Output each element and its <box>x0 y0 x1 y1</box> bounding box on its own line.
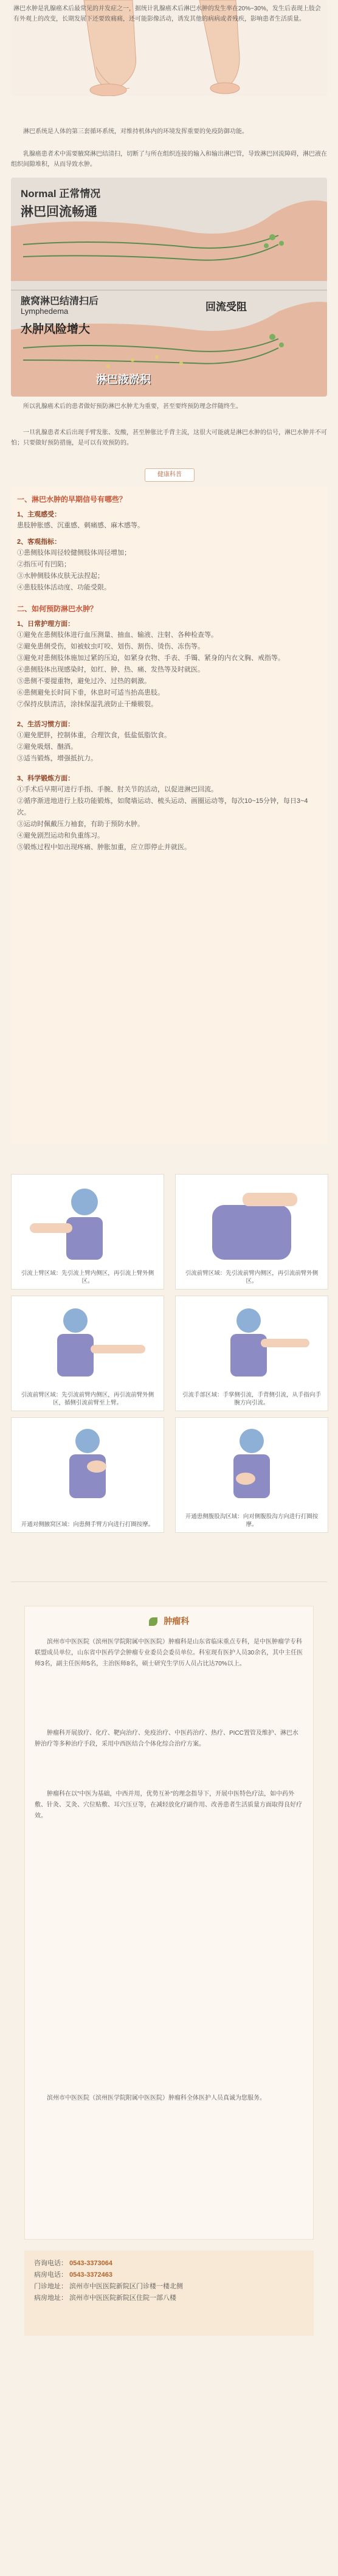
intro-paragraph-visible <box>13 4 325 24</box>
list-item: ①手术后早期可进行手指、手腕、肘关节的活动，以促进淋巴回流。 <box>17 786 218 793</box>
flow-blocked-label: 回流受阻 <box>205 301 247 313</box>
exercise-card <box>11 1296 164 1411</box>
list-item: ②避免吸烟、酗酒。 <box>17 743 77 751</box>
exercise-card <box>175 1417 328 1533</box>
exercise-card <box>175 1174 328 1290</box>
list-item: ③适当锻炼，增强抵抗力。 <box>17 755 97 762</box>
q2-s1-title: 1、日常护理方面： <box>17 620 75 628</box>
q2-s3-title: 3、科学锻炼方面： <box>17 775 75 782</box>
contact-section <box>24 2251 314 2336</box>
exercise-caption: 引流前臂区域：先引流前臂内侧区，再引流前臂外侧区，循侧引流前臂至上臂。 <box>21 1392 154 1406</box>
massage-illustration <box>176 1296 328 1381</box>
q2-s2-title: 2、生活习惯方面： <box>17 721 75 728</box>
list-item: ④患侧肢体出现感染时，如红、肿、热、痛、发热等及时就医。 <box>17 666 204 673</box>
lymph-diagram <box>11 178 327 397</box>
lymphedema-label: Lymphedema <box>21 307 69 316</box>
address-row <box>34 2281 304 2293</box>
phone-row-1 <box>34 2258 304 2269</box>
phone2-value[interactable]: 0543-3372463 <box>69 2271 113 2279</box>
phone-row-2 <box>34 2269 304 2281</box>
content-card <box>11 487 327 1144</box>
q1-s1-title: 1、主观感受： <box>17 511 61 518</box>
after-dissection-label: 腋窝淋巴结清扫后 <box>21 296 99 307</box>
list-item: ④患肢肢体活动度、功能受限。 <box>17 584 111 591</box>
department-p2: 肿瘤科开展放疗、化疗、靶向治疗、免疫治疗、中医药治疗、热疗、PICC置管及维护、淋巴水肿治疗等多种治疗手段，采用中西医结合个体化综合治疗方案。 <box>35 1730 298 1748</box>
risk-increase-label: 水肿风险增大 <box>21 323 91 336</box>
q2-s3-list <box>17 784 321 853</box>
q2-s2-list <box>17 730 321 765</box>
list-item: ①患侧肢体周径较健侧肢体周径增加； <box>17 549 131 557</box>
health-tab[interactable] <box>145 468 195 482</box>
list-item: ①避免肥胖，控制体重，合理饮食，低盐低脂饮食。 <box>17 732 171 739</box>
q2-title: 二、如何预防淋巴水肿？ <box>17 605 98 613</box>
intro-text: 淋巴水肿是乳腺癌术后最常见的并发症之一，据统计乳腺癌术后淋巴水肿的发生率在20%~30%，发生后表现上肢会有外观上的改变，长期发展下还要致痛痛，还可能影像活动，诱发其他的病病或者残疾，影响患者生活质量。 <box>13 5 321 23</box>
q1-title: 一、淋巴水肿的早期信号有哪些？ <box>17 495 127 504</box>
list-item: ③避免对患侧肢体施加过紧的压迫，如紧身衣物、手表、手镯、紧身的内衣文胸、戒指等。 <box>17 654 285 662</box>
ward-value: 滨州市中医医院新院区住院一部八楼 <box>69 2294 177 2302</box>
list-item: ③水肿侧肢体皮肤无法捏起； <box>17 572 104 580</box>
flow-smooth-label: 淋巴回流畅通 <box>21 205 97 219</box>
list-item: ③运动时佩戴压力袖套，有助于预防水肿。 <box>17 821 144 828</box>
list-item: ①避免在患侧肢体进行血压测量、抽血、输液、注射、各种检查等。 <box>17 631 218 639</box>
risk-p1: 所以乳腺癌术后的患者做好预防淋巴水肿尤为重要，甚至要终预防理念伴随终生。 <box>23 403 242 410</box>
department-p4: 滨州市中医医院（滨州医学院附属中医医院）肿瘤科全体医护人员真诚为您服务。 <box>47 2095 266 2102</box>
exercise-card <box>11 1417 164 1533</box>
exercise-caption: 引流前臂区域：先引流前臂内侧区，再引流前臂外侧区。 <box>185 1270 319 1285</box>
exercise-card <box>175 1296 328 1411</box>
massage-illustration <box>176 1418 328 1503</box>
leaf-icon <box>149 1617 157 1626</box>
q1-s2-title: 2、客观指标： <box>17 538 61 546</box>
massage-illustration <box>12 1418 164 1503</box>
normal-label: Normal 正常情况 <box>21 188 101 200</box>
exercise-grid <box>11 1174 327 1539</box>
list-item: ④避免剧烈运动和负重练习。 <box>17 832 104 839</box>
address-value: 滨州市中医医院新院区门诊楼一楼北侧 <box>69 2283 184 2290</box>
massage-illustration <box>176 1175 328 1260</box>
list-item: ②避免患侧受伤，如被蚊虫叮咬、划伤、割伤、烫伤、冻伤等。 <box>17 643 204 650</box>
exercise-card <box>11 1174 164 1290</box>
address-label: 门诊地址： <box>34 2283 67 2290</box>
exercise-caption: 开通患侧腹股沟区域：向对侧腹股沟方向进行打圈按摩。 <box>185 1513 319 1528</box>
exercise-caption: 引流手部区域：手掌侧引流，手背侧引流，从手指向手腕方向引流。 <box>182 1392 321 1406</box>
q1-s2-list <box>17 547 321 594</box>
health-tab-label: 健康科普 <box>157 471 182 478</box>
list-item: ②循序渐进地进行上肢功能锻炼，如爬墙运动、梳头运动、画圈运动等，每次10~15分钟，每日3~4次。 <box>17 797 308 816</box>
department-p1: 滨州市中医医院（滨州医学院附属中医医院）肿瘤科是山东省临床重点专科，是中医肿瘤学专科联盟成员单位，山东省中医药学会肿瘤专业委员会委员单位。科室现有医护人员30余名，其中主任医师3名，副主任医师5名，主治医师8名，硕士研究生学历人员占比达70%以上。 <box>35 1639 303 1667</box>
department-section <box>24 1606 314 2240</box>
department-p3: 肿瘤科在以"中医为基础，中西并用，优势互补"的理念指导下，开展中医特色疗法，如中药外敷、针灸、艾灸、穴位贴敷、耳穴压豆等，在减轻放化疗副作用、改善患者生活质量方面取得良好疗效。 <box>35 1791 302 1819</box>
exercise-caption: 开通对侧腋窝区域：向患侧手臂方向进行打圈按摩。 <box>21 1521 154 1528</box>
q1-s1-text: 患肢肿胀感、沉重感、刺痛感、麻木感等。 <box>17 522 144 529</box>
list-item: ⑥患侧避免长时间下垂，休息时可适当抬高患肢。 <box>17 689 164 696</box>
list-item: ⑦保持皮肤清洁，涂抹保湿乳液防止干燥皲裂。 <box>17 701 157 708</box>
divider <box>11 1581 327 1582</box>
risk-p2: 一旦乳腺患者术后出现手臂发胀、发酸，甚至肿胀比手背主流，这很大可能就是淋巴水肿的信号，淋巴水肿并不可怕；只要做好预防措施，是可以有效预防的。 <box>11 429 327 446</box>
department-name: 肿瘤科 <box>164 1616 190 1626</box>
ward-row <box>34 2293 304 2304</box>
department-header <box>25 1615 313 1627</box>
lymph-p1: 淋巴系统是人体的第三套循环系统，对维持机体内的环境发挥重要的免疫防御功能。 <box>23 128 248 135</box>
list-item: ⑤锻炼过程中如出现疼痛、肿胀加重，应立即停止并就医。 <box>17 844 191 851</box>
list-item: ⑤患侧不要提重物，避免过冷、过热的刺激。 <box>17 678 151 685</box>
lymph-stasis-label: 淋巴液淤积 <box>96 373 151 386</box>
q2-s1-list <box>17 630 321 710</box>
massage-illustration <box>12 1296 164 1381</box>
phone2-label: 病房电话： <box>34 2271 67 2279</box>
lymph-p2: 乳腺癌患者术中需要腋窝淋巴结清扫，切断了与所在组织连接的输入和输出淋巴管，导致淋巴回流障碍，淋巴液在组织间隙堆积，从而导致水肿。 <box>11 151 327 168</box>
phone1-value[interactable]: 0543-3373064 <box>69 2260 113 2267</box>
ward-label: 病房地址： <box>34 2294 67 2302</box>
exercise-caption: 引流上臂区域：先引流上臂内侧区，再引流上臂外侧区。 <box>21 1270 154 1285</box>
massage-illustration <box>12 1175 164 1260</box>
list-item: ②指压可有凹陷； <box>17 561 71 568</box>
phone1-label: 咨询电话： <box>34 2260 67 2267</box>
